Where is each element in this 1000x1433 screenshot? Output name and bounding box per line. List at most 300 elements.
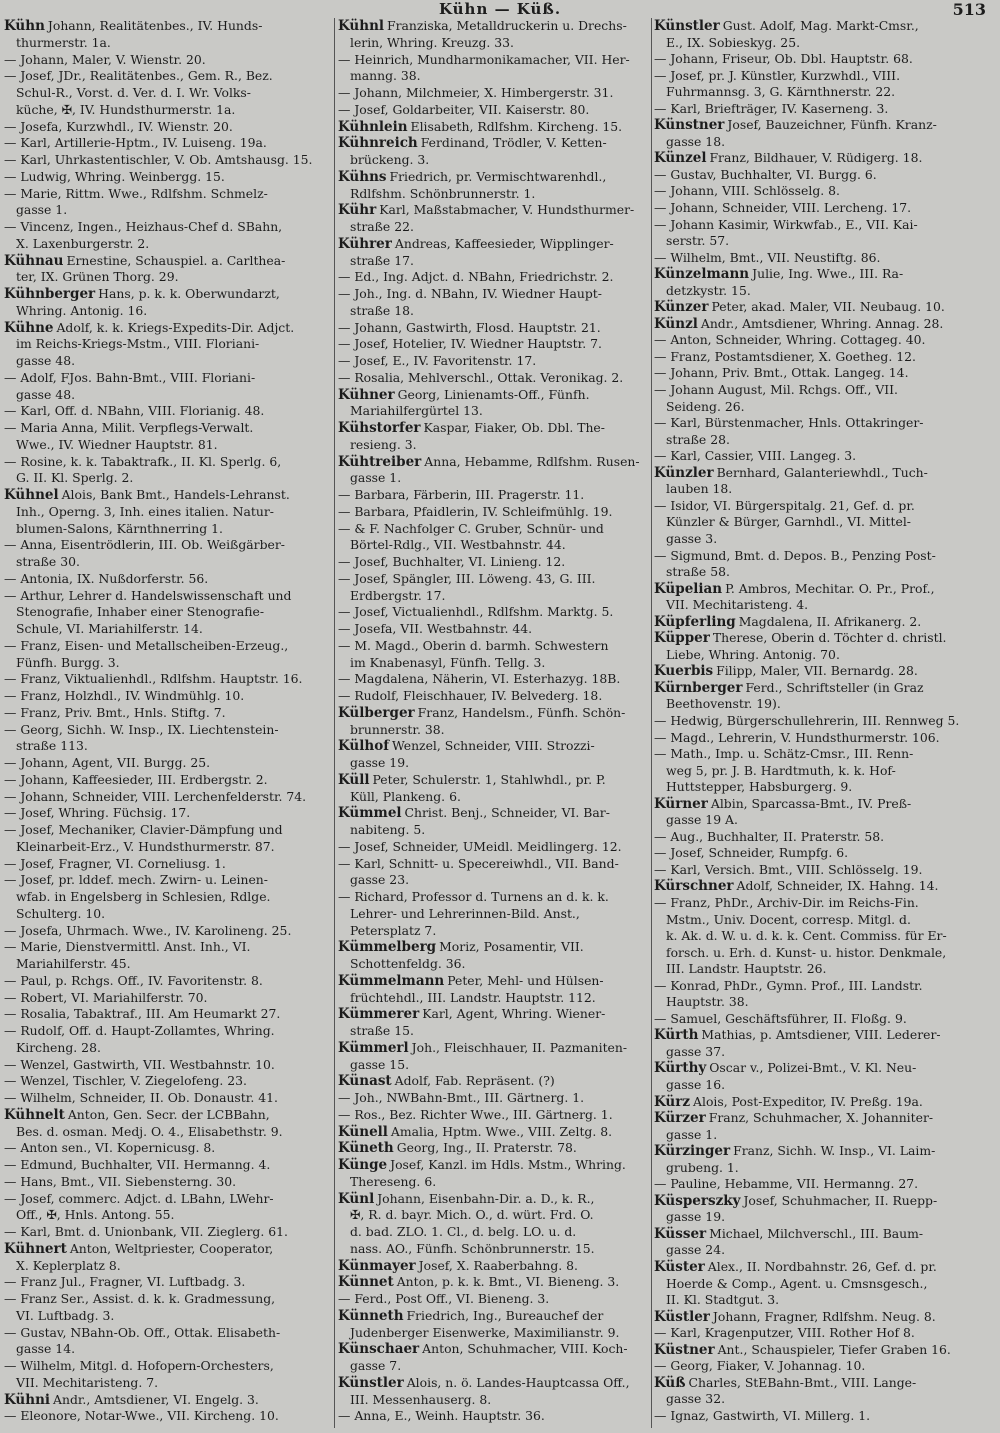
directory-entry-line (338, 437, 648, 454)
surname-heading: Kürz (654, 1093, 691, 1110)
entry-text: Adolf, k. k. Kriegs-Expedits-Dir. Adjct. (56, 319, 295, 335)
directory-entry-line (4, 621, 332, 638)
directory-entry-head (654, 1259, 994, 1276)
directory-entry-line (654, 349, 994, 366)
surname-heading: Kühne (4, 319, 54, 336)
entry-text: — Johann, Gastwirth, Flosd. Hauptstr. 21. (338, 319, 601, 335)
entry-text: Johann, Eisenbahn-Dir. a. D., k. R., (377, 1190, 595, 1206)
entry-text: — Josef, E., IV. Favoritenstr. 17. (338, 353, 537, 368)
surname-heading: Kürzer (654, 1110, 706, 1127)
directory-entry-line (338, 253, 648, 270)
surname-heading: Kühnreich (338, 135, 418, 152)
directory-entry-line (4, 1341, 332, 1358)
directory-entry-line (338, 856, 648, 873)
directory-entry-line (4, 906, 332, 923)
directory-entry-line (654, 399, 994, 416)
surname-heading: Künzelmann (654, 266, 750, 283)
entry-text: — Adolf, FJos. Bahn-Bmt., VIII. Floriani- (4, 369, 256, 385)
entry-text: Franziska, Metalldruckerin u. Drechs- (387, 18, 627, 33)
entry-text: Julie, Ing. Wwe., III. Ra- (752, 266, 904, 282)
entry-text: gasse 1. (350, 470, 402, 486)
entry-text: — Georg, Sichh. W. Insp., IX. Liechtenstein- (4, 721, 279, 737)
entry-text: Inh., Operng. 3, Inh. eines italien. Natur- (16, 503, 274, 519)
directory-entry-line (4, 1408, 332, 1425)
entry-text: II. Kl. Stadtgut. 3. (666, 1292, 780, 1308)
entry-text: — Josef, Fragner, VI. Corneliusg. 1. (4, 855, 226, 871)
entry-text: lauben 18. (666, 481, 733, 497)
surname-heading: Kühnlein (338, 118, 408, 135)
surname-heading: Kühn (4, 18, 45, 34)
directory-entry-head (338, 387, 648, 404)
directory-entry-line (4, 822, 332, 839)
entry-text: — Josef, pr. lddef. mech. Zwirn- u. Leinen- (4, 872, 268, 888)
directory-entry-line (4, 68, 332, 85)
entry-text: Anna, Hebamme, Rdlfshm. Rusen- (424, 453, 640, 469)
directory-entry-line (338, 68, 648, 85)
directory-entry-head (338, 1341, 648, 1358)
entry-text: Huttstepper, Habsburgerg. 9. (666, 779, 853, 795)
surname-heading: Künmayer (338, 1257, 416, 1274)
entry-text: III. Landstr. Hauptstr. 26. (666, 961, 827, 977)
directory-entry-line (654, 1127, 994, 1144)
directory-entry-line (654, 415, 994, 432)
directory-entry-line (654, 217, 994, 234)
entry-text: — Franz Jul., Fragner, VI. Luftbadg. 3. (4, 1274, 246, 1290)
directory-entry-line (338, 286, 648, 303)
directory-entry-line (338, 35, 648, 52)
entry-text: gasse 3. (666, 530, 718, 546)
surname-heading: Külhof (338, 738, 390, 755)
entry-text: VI. Luftbadg. 3. (16, 1307, 115, 1323)
entry-text: — Josef, Goldarbeiter, VII. Kaiserstr. 80. (338, 101, 590, 117)
entry-text: — Josef, commerc. Adjct. d. LBahn, LWehr- (4, 1190, 274, 1206)
directory-entry-head (654, 1094, 994, 1111)
surname-heading: Kühtreiber (338, 453, 422, 470)
entry-text: Anton, p. k. k. Bmt., VI. Bieneng. 3. (396, 1274, 620, 1290)
surname-heading: Künell (338, 1123, 388, 1140)
directory-entry-line (4, 554, 332, 571)
directory-entry-head (4, 1241, 332, 1258)
entry-text: X. Laxenburgerstr. 2. (16, 235, 150, 251)
directory-entry-line (4, 956, 332, 973)
entry-text: — Karl, Bürstenmacher, Hnls. Ottakringer- (654, 415, 924, 431)
entry-text: — Magd., Lehrerin, V. Hundsthurmerstr. 106. (654, 729, 940, 745)
entry-text: Kaspar, Fiaker, Ob. Dbl. The- (423, 420, 605, 435)
surname-heading: Küpferling (654, 613, 736, 630)
surname-heading: Künneth (338, 1307, 404, 1324)
entry-text: Franz, Schuhmacher, X. Johanniter- (708, 1110, 934, 1126)
directory-entry-line (4, 973, 332, 990)
entry-text: — Karl, Schnitt- u. Specereiwhdl., VII. Band- (338, 855, 619, 871)
entry-text: — & F. Nachfolger C. Gruber, Schnür- und (338, 520, 604, 536)
directory-entry-head (338, 705, 648, 722)
directory-entry-line (338, 152, 648, 169)
entry-text: Kircheng. 28. (16, 1039, 101, 1055)
entry-text: — Hedwig, Bürgerschullehrerin, III. Rennweg 5. (654, 712, 960, 728)
surname-heading: Kühni (4, 1391, 51, 1408)
directory-entry-line (654, 51, 994, 68)
entry-text: — Eleonore, Notar-Wwe., VII. Kircheng. 10. (4, 1408, 279, 1424)
directory-entry-line (4, 186, 332, 203)
directory-entry-line (338, 320, 648, 337)
directory-entry-line (4, 102, 332, 119)
surname-heading: Kühns (338, 168, 387, 185)
entry-text: ter, IX. Grünen Thorg. 29. (16, 269, 179, 285)
surname-heading: Küpelian (654, 580, 723, 597)
entry-text: Schule, VI. Mariahilferstr. 14. (16, 621, 203, 636)
entry-text: — Maria Anna, Milit. Verpflegs-Verwalt. (4, 420, 254, 435)
entry-text: — Rosine, k. k. Tabaktrafk., II. Kl. Sperlg. 6, (4, 453, 282, 469)
entry-text: Karl, Agent, Whring. Wiener- (422, 1006, 606, 1022)
entry-text: — Franz, Postamtsdiener, X. Goetheg. 12. (654, 348, 916, 364)
directory-entry-head (338, 420, 648, 437)
entry-text: — M. Magd., Oberin d. barmh. Schwestern (338, 637, 609, 653)
entry-text: — Vincenz, Ingen., Heizhaus-Chef d. SBahn, (4, 219, 283, 234)
entry-text: gasse 23. (350, 872, 410, 888)
surname-heading: Künzel (654, 150, 707, 167)
directory-entry-line (4, 202, 332, 219)
directory-entry-line (4, 370, 332, 387)
directory-entry-line (4, 454, 332, 471)
entry-text: — Edmund, Buchhalter, VII. Hermanng. 4. (4, 1157, 271, 1172)
directory-entry-line (4, 755, 332, 772)
entry-text: Friedrich, Ing., Bureauchef der (406, 1307, 604, 1323)
entry-text: — Marie, Dienstvermittl. Anst. Inh., VI. (4, 939, 251, 955)
surname-heading: Kühnberger (4, 286, 96, 302)
directory-entry-head (4, 320, 332, 337)
directory-entry-line (338, 839, 648, 856)
entry-text: Peter, Mehl- und Hülsen- (447, 972, 604, 988)
directory-entry-line (338, 588, 648, 605)
entry-text: Off., ✠, Hnls. Antong. 55. (16, 1207, 175, 1223)
directory-entry-line (4, 889, 332, 906)
entry-text: straße 18. (350, 302, 414, 318)
directory-entry-line (654, 1044, 994, 1061)
entry-text: — Josef, JDr., Realitätenbes., Gem. R., Bez. (4, 68, 273, 84)
entry-text: — Anna, E., Weinh. Hauptstr. 36. (338, 1408, 545, 1424)
directory-entry-line (338, 219, 648, 236)
directory-entry-line (4, 1224, 332, 1241)
entry-text: Thereseng. 6. (350, 1173, 437, 1189)
entry-text: Wwe., IV. Wiedner Hauptstr. 81. (16, 436, 218, 452)
entry-text: Schulterg. 10. (16, 905, 106, 921)
entry-text: Hoerde & Comp., Agent. u. Cmsnsgesch., (666, 1275, 928, 1291)
entry-text: — Samuel, Geschäftsführer, II. Floßg. 9. (654, 1010, 907, 1026)
entry-text: Lehrer- und Lehrerinnen-Bild. Anst., (350, 905, 580, 921)
directory-entry-line (4, 1040, 332, 1057)
directory-entry-line (4, 387, 332, 404)
directory-entry-line (654, 531, 994, 548)
entry-text: straße 58. (666, 564, 730, 580)
entry-text: — Josefa, Uhrmach. Wwe., IV. Karolineng. 25. (4, 922, 292, 938)
directory-entry-line (4, 353, 332, 370)
entry-text: Moriz, Posamentir, VII. (439, 939, 584, 955)
surname-heading: Kühnau (4, 252, 64, 269)
entry-text: — Karl, Uhrkastentischler, V. Ob. Amtshausg. 15. (4, 152, 313, 167)
directory-entry-line (338, 554, 648, 571)
directory-entry-head (654, 581, 994, 598)
entry-text: — Konrad, PhDr., Gymn. Prof., III. Landstr. (654, 977, 923, 993)
entry-text: — Arthur, Lehrer d. Handelswissenschaft und (4, 587, 292, 603)
directory-entry-line (4, 169, 332, 186)
directory-entry-head (338, 169, 648, 186)
directory-entry-head (654, 465, 994, 482)
entry-text: — Anton sen., VI. Kopernicusg. 8. (4, 1140, 216, 1156)
directory-entry-line (654, 1276, 994, 1293)
directory-entry-line (4, 655, 332, 672)
directory-entry-line (338, 638, 648, 655)
entry-text: Wenzel, Schneider, VIII. Strozzi- (392, 738, 595, 754)
entry-text: gasse 32. (666, 1391, 726, 1407)
entry-text: — Karl, Off. d. NBahn, VIII. Florianig. 48. (4, 403, 265, 419)
directory-entry-line (654, 912, 994, 929)
entry-text: detzkystr. 15. (666, 282, 751, 298)
column-divider (651, 18, 652, 1428)
directory-entry-line (4, 219, 332, 236)
directory-entry-line (338, 487, 648, 504)
directory-column-2 (338, 18, 648, 1428)
directory-entry-line (654, 746, 994, 763)
entry-text: gasse 18. (666, 133, 726, 149)
entry-text: gasse 1. (16, 202, 68, 218)
surname-heading: Künast (338, 1073, 392, 1090)
directory-entry-line (654, 829, 994, 846)
directory-entry-head (338, 1040, 648, 1057)
directory-entry-line (654, 498, 994, 515)
entry-text: früchtehdl., III. Landstr. Hauptstr. 112. (350, 989, 596, 1005)
directory-entry-head (4, 18, 332, 35)
directory-entry-head (338, 1073, 648, 1090)
column-divider (334, 18, 335, 1428)
directory-entry-head (338, 119, 648, 136)
directory-entry-head (338, 1191, 648, 1208)
directory-entry-line (654, 1242, 994, 1259)
directory-entry-line (338, 269, 648, 286)
surname-heading: Kühr (338, 202, 377, 219)
entry-text: Künzler & Bürger, Garnhdl., VI. Mittel- (666, 514, 911, 530)
entry-text: — Rudolf, Off. d. Haupt-Zollamtes, Whring. (4, 1023, 275, 1038)
directory-entry-line (654, 250, 994, 267)
surname-heading: Küpper (654, 630, 710, 647)
directory-entry-line (338, 336, 648, 353)
directory-entry-line (654, 1391, 994, 1408)
directory-entry-line (4, 1157, 332, 1174)
directory-entry-line (4, 1308, 332, 1325)
directory-entry-line (654, 481, 994, 498)
entry-text: — Wilhelm, Schneider, II. Ob. Donaustr. 41. (4, 1090, 278, 1105)
directory-entry-line (338, 889, 648, 906)
directory-entry-line (654, 1408, 994, 1425)
entry-text: lerin, Whring. Kreuzg. 33. (350, 34, 514, 50)
entry-text: Mathias, p. Amtsdiener, VIII. Lederer- (701, 1027, 941, 1043)
entry-text: — Ferd., Post Off., VI. Bieneng. 3. (338, 1291, 550, 1306)
entry-text: im Knabenasyl, Fünfh. Tellg. 3. (350, 654, 546, 670)
entry-text: Stenografie, Inhaber einer Stenografie- (16, 604, 265, 620)
entry-text: — Hans, Bmt., VII. Siebensterng. 30. (4, 1173, 237, 1189)
directory-entry-head (338, 1124, 648, 1141)
surname-heading: Kühnl (338, 18, 385, 34)
entry-text: — Aug., Buchhalter, II. Praterstr. 58. (654, 828, 885, 844)
entry-text: — Johann, Agent, VII. Burgg. 25. (4, 755, 211, 770)
directory-entry-line (654, 332, 994, 349)
directory-entry-line (338, 688, 648, 705)
directory-entry-line (4, 1174, 332, 1191)
directory-entry-line (4, 604, 332, 621)
directory-entry-line (4, 772, 332, 789)
directory-entry-line (4, 688, 332, 705)
entry-text: P. Ambros, Mechitar. O. Pr., Prof., (725, 580, 935, 596)
directory-column-1 (4, 18, 332, 1428)
surname-heading: Kürth (654, 1027, 699, 1044)
directory-entry-head (654, 1143, 994, 1160)
directory-entry-line (338, 872, 648, 889)
directory-entry-line (4, 872, 332, 889)
surname-heading: Küsperszky (654, 1192, 741, 1209)
entry-text: gasse 48. (16, 386, 76, 402)
surname-heading: Kühnel (4, 487, 59, 503)
directory-entry-line (338, 1174, 648, 1191)
entry-text: — Franz Ser., Assist. d. k. k. Gradmessung, (4, 1291, 276, 1306)
surname-heading: Küsser (654, 1225, 707, 1242)
entry-text: — Franz, PhDr., Archiv-Dir. im Reichs-Fin. (654, 894, 919, 910)
directory-entry-line (654, 448, 994, 465)
entry-text: Mariahilferstr. 45. (16, 956, 131, 971)
directory-entry-line (338, 923, 648, 940)
entry-text: — Wilhelm, Bmt., VII. Neustiftg. 86. (654, 249, 881, 265)
surname-heading: Küstler (654, 1308, 710, 1325)
directory-entry-head (654, 878, 994, 895)
directory-entry-head (338, 454, 648, 471)
directory-entry-line (4, 1274, 332, 1291)
entry-text: gasse 19. (350, 755, 410, 770)
directory-entry-line (654, 233, 994, 250)
directory-entry-line (654, 994, 994, 1011)
directory-entry-head (654, 299, 994, 316)
entry-text: G. II. Kl. Sperlg. 2. (16, 470, 134, 486)
directory-entry-line (338, 303, 648, 320)
entry-text: Kleinarbeit-Erz., V. Hundsthurmerstr. 87. (16, 838, 275, 854)
directory-entry-line (4, 521, 332, 538)
entry-text: Amalia, Hptm. Wwe., VIII. Zeltg. 8. (390, 1123, 613, 1139)
entry-text: Ernestine, Schauspiel. a. Carlthea- (66, 252, 286, 268)
entry-text: k. Ak. d. W. u. d. k. k. Cent. Commiss. für Er- (666, 928, 947, 944)
directory-entry-line (338, 537, 648, 554)
surname-heading: Künzler (654, 464, 714, 481)
directory-entry-line (654, 564, 994, 581)
directory-entry-line (4, 303, 332, 320)
directory-entry-line (4, 1207, 332, 1224)
directory-entry-line (654, 597, 994, 614)
directory-entry-line (4, 152, 332, 169)
directory-entry-line (654, 167, 994, 184)
surname-heading: Künzer (654, 299, 709, 316)
directory-entry-line (4, 85, 332, 102)
directory-entry-line (4, 1375, 332, 1392)
directory-entry-line (338, 990, 648, 1007)
entry-text: Hans, p. k. k. Oberwundarzt, (98, 286, 280, 301)
entry-text: Peter, Schulerstr. 1, Stahlwhdl., pr. P. (372, 771, 606, 787)
entry-text: Bernhard, Galanteriewhdl., Tuch- (716, 464, 928, 480)
directory-entry-head (654, 117, 994, 134)
surname-heading: Künstler (654, 18, 720, 34)
directory-entry-head (654, 266, 994, 283)
surname-heading: Küster (654, 1259, 705, 1276)
directory-entry-head (654, 1309, 994, 1326)
entry-text: — Franz, Viktualienhdl., Rdlfshm. Hauptstr. 16. (4, 671, 303, 687)
directory-entry-head (654, 150, 994, 167)
directory-entry-line (4, 1023, 332, 1040)
surname-heading: Kürzinger (654, 1143, 731, 1160)
entry-text: — Johann, Friseur, Ob. Dbl. Hauptstr. 68. (654, 51, 913, 67)
directory-entry-line (338, 1241, 648, 1258)
directory-entry-line (4, 856, 332, 873)
entry-text: — Gustav, NBahn-Ob. Off., Ottak. Elisabeth- (4, 1324, 281, 1340)
entry-text: Erdbergstr. 17. (350, 587, 446, 603)
entry-text: Andr., Amtsdiener, VI. Engelg. 3. (53, 1391, 259, 1407)
page-number: 513 (952, 0, 986, 19)
entry-text: — Johann, Kaffeesieder, III. Erdbergstr. 2. (4, 771, 268, 787)
directory-entry-line (338, 671, 648, 688)
entry-text: — Johann Kasimir, Wirkwfab., E., VII. Kai- (654, 216, 918, 232)
entry-text: manng. 38. (350, 68, 421, 84)
entry-text: Therese, Oberin d. Töchter d. christl. (712, 630, 947, 646)
directory-entry-line (654, 101, 994, 118)
entry-text: Andr., Amtsdiener, Whring. Annag. 28. (700, 315, 944, 331)
surname-heading: Kuerbis (654, 663, 714, 680)
directory-entry-line (654, 35, 994, 52)
entry-text: — Rosalia, Tabaktraf., III. Am Heumarkt 27. (4, 1006, 281, 1022)
entry-text: küche, ✠, IV. Hundsthurmerstr. 1a. (16, 101, 236, 117)
directory-entry-line (338, 1408, 648, 1425)
directory-entry-head (338, 1006, 648, 1023)
entry-text: Rdlfshm. Schönbrunnerstr. 1. (350, 185, 536, 201)
directory-entry-line (4, 1191, 332, 1208)
directory-entry-line (338, 1358, 648, 1375)
entry-text: Ferdinand, Trödler, V. Ketten- (420, 135, 607, 151)
directory-entry-line (654, 713, 994, 730)
entry-text: — Heinrich, Mundharmonikamacher, VII. Her- (338, 51, 630, 67)
directory-entry-line (654, 1325, 994, 1342)
entry-text: — Johann, Schneider, VIII. Lerchenfelderstr. 74. (4, 788, 307, 804)
directory-entry-line (338, 655, 648, 672)
directory-entry-line (4, 336, 332, 353)
directory-entry-line (4, 1258, 332, 1275)
directory-entry-line (338, 906, 648, 923)
entry-text: — Karl, Bmt. d. Unionbank, VII. Zieglerg. 61. (4, 1224, 288, 1239)
entry-text: straße 17. (350, 252, 414, 268)
entry-text: — Karl, Briefträger, IV. Kaserneng. 3. (654, 100, 889, 116)
directory-entry-line (4, 671, 332, 688)
surname-heading: Kühnert (4, 1240, 67, 1257)
entry-text: Karl, Maßstabmacher, V. Hundsthurmer- (379, 202, 635, 218)
entry-text: — Math., Imp. u. Schätz-Cmsr., III. Renn- (654, 746, 914, 762)
surname-heading: Kühnelt (4, 1106, 65, 1123)
entry-text: — Karl, Artillerie-Hptm., IV. Luiseng. 19a. (4, 135, 267, 151)
directory-entry-line (338, 504, 648, 521)
directory-entry-line (4, 638, 332, 655)
entry-text: — Josefa, VII. Westbahnstr. 44. (338, 621, 533, 636)
directory-entry-line (654, 283, 994, 300)
directory-entry-head (338, 202, 648, 219)
entry-text: Hauptstr. 38. (666, 994, 749, 1010)
directory-entry-head (4, 487, 332, 504)
directory-entry-head (338, 805, 648, 822)
entry-text: — Richard, Professor d. Turnens an d. k. k. (338, 889, 609, 904)
directory-entry-line (654, 647, 994, 664)
directory-entry-head (654, 1060, 994, 1077)
entry-text: — Sigmund, Bmt. d. Depos. B., Penzing Post- (654, 547, 936, 563)
entry-text: — Johann, Schneider, VIII. Lercheng. 17. (654, 200, 912, 216)
